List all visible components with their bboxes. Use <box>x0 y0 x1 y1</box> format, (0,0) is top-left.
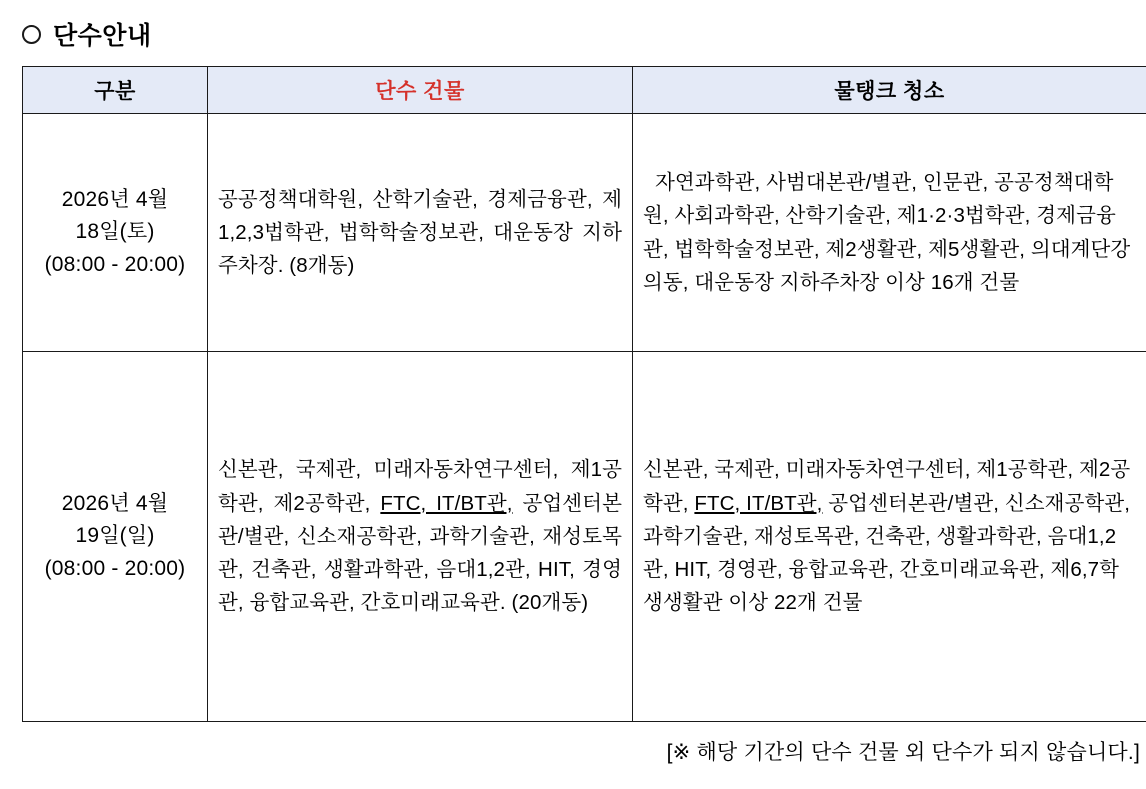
page-title <box>0 0 1146 66</box>
cell-tank-2 <box>633 352 1146 722</box>
cell-period-1 <box>23 114 208 352</box>
column-header-water-tank <box>633 67 1146 114</box>
period-date-2: 2026년 4월 <box>61 491 169 515</box>
cell-period-2 <box>23 352 208 722</box>
cell-buildings-1: 공공정책대학원, 산학기술관, 경제금융관, 제1,2,3법학관, 법학학술정보관, 대운동장 지하주차장. (8개동) <box>208 114 633 352</box>
cell-buildings-2-part1: 신본관, 국제관, 미래자동차연구센터, 제1공학관, 제2공학관, <box>218 458 622 515</box>
page-title-text: 단수안내 <box>53 22 152 50</box>
table-row <box>23 352 1146 722</box>
column-header-water-tank-label: 물탱크 청소 <box>834 80 945 103</box>
table-body <box>23 114 1146 722</box>
column-header-gubun <box>23 67 208 114</box>
footnote: [※ 해당 기간의 단수 건물 외 단수가 되지 않습니다.] <box>666 741 1140 764</box>
cell-tank-2-part1: 신본관, 국제관, 미래자동차연구센터, 제1공학관, 제2공학관, <box>643 458 1131 515</box>
period-time-1: (08:00 - 20:00) <box>44 252 186 276</box>
cell-tank-2-part2: 공업센터본관/별관, 신소재공학관, 과학기술관, 재성토목관, 건축관, 생활과학관, 음대1,2관, HIT, 경영관, 융합교육관, 간호미래교육관, 제6,7학생생활관 이상 22개 건물 <box>643 491 1131 615</box>
column-header-gubun-label: 구분 <box>94 80 136 103</box>
table-header-row <box>23 67 1146 114</box>
table-row <box>23 114 1146 352</box>
period-day-2: 19일(일) <box>75 524 155 548</box>
column-header-danso-building-label: 단수 건물 <box>375 80 465 103</box>
period-day-1: 18일(토) <box>75 220 155 244</box>
cell-buildings-2 <box>208 352 633 722</box>
column-header-danso-building <box>208 67 633 114</box>
table-header <box>23 67 1146 114</box>
cell-buildings-2-underlined: FTC, IT/BT관, <box>380 491 513 515</box>
period-date-1: 2026년 4월 <box>61 187 169 211</box>
cell-buildings-2-part2: 공업센터본관/별관, 신소재공학관, 과학기술관, 재성토목관, 건축관, 생활과학관, 음대1,2관, HIT, 경영관, 융합교육관, 간호미래교육관. (20개동) <box>218 491 622 615</box>
cell-tank-1 <box>633 114 1146 352</box>
circle-outline-icon <box>22 25 41 44</box>
period-time-2: (08:00 - 20:00) <box>44 556 186 580</box>
cell-tank-2-underlined: FTC, IT/BT관, <box>694 491 823 515</box>
cell-tank-1-text: 자연과학관, 사범대본관/별관, 인문관, 공공정책대학원, 사회과학관, 산학기술관, 제1·2·3법학관, 경제금융관, 법학학술정보관, 제2생활관, 제5생활관, 의대계단강의동, 대운동장 지하주차장 이상 16개 건물 <box>643 171 1131 294</box>
water-outage-table <box>22 66 1146 722</box>
